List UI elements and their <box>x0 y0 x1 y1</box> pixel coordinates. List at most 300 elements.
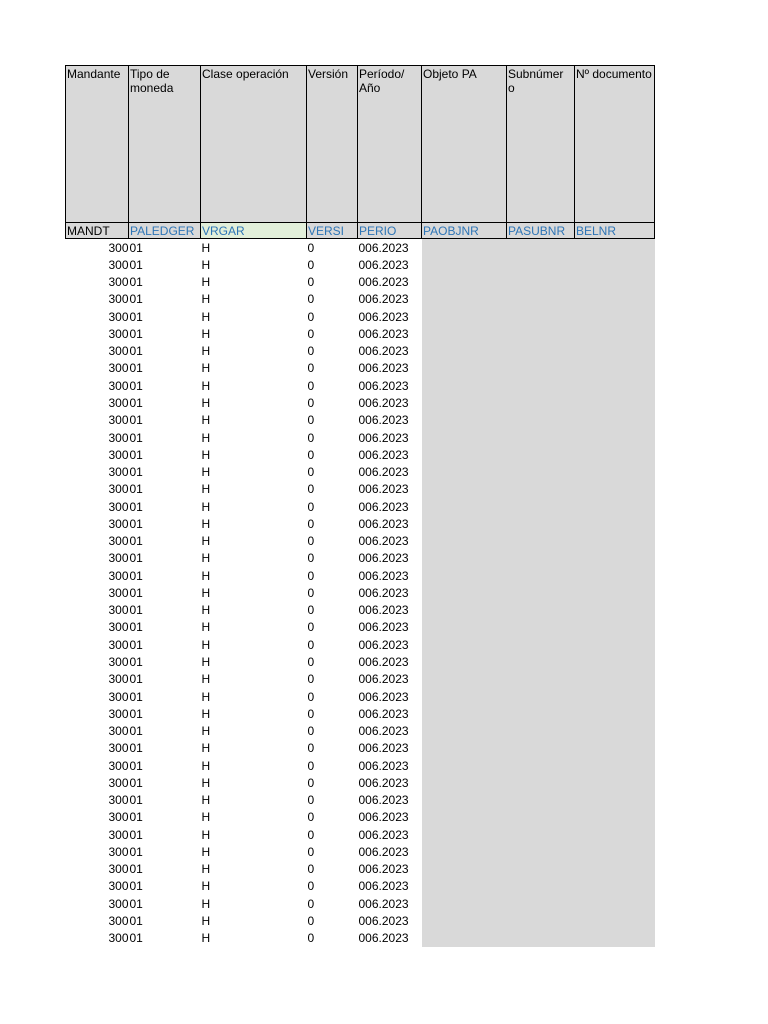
mandant-cell[interactable]: 300 <box>108 913 129 928</box>
currency-cell[interactable]: 01 <box>129 568 143 583</box>
mandant-cell[interactable]: 300 <box>108 637 129 652</box>
operation-class-cell[interactable]: H <box>201 620 211 635</box>
mandant-cell[interactable]: 300 <box>108 931 129 946</box>
empty-cell[interactable] <box>575 481 655 498</box>
mandant-cell[interactable]: 300 <box>108 482 129 497</box>
mandant-cell[interactable]: 300 <box>108 516 129 531</box>
currency-cell[interactable]: 01 <box>129 620 143 635</box>
empty-cell[interactable] <box>507 343 575 360</box>
empty-cell[interactable] <box>507 429 575 446</box>
mandant-cell[interactable]: 300 <box>108 240 129 255</box>
mandant-cell[interactable]: 300 <box>108 275 129 290</box>
empty-cell[interactable] <box>422 705 507 722</box>
period-cell[interactable]: 006.2023 <box>358 620 409 635</box>
version-cell[interactable]: 0 <box>307 793 315 808</box>
mandant-cell[interactable]: 300 <box>108 551 129 566</box>
empty-cell[interactable] <box>507 653 575 670</box>
tech-paledger[interactable]: PALEDGER <box>129 223 201 239</box>
empty-cell[interactable] <box>422 722 507 739</box>
operation-class-cell[interactable]: H <box>201 724 211 739</box>
operation-class-cell[interactable]: H <box>201 603 211 618</box>
version-cell[interactable]: 0 <box>307 447 315 462</box>
empty-cell[interactable] <box>575 446 655 463</box>
version-cell[interactable]: 0 <box>307 499 315 514</box>
empty-cell[interactable] <box>507 636 575 653</box>
currency-cell[interactable]: 01 <box>129 603 143 618</box>
empty-cell[interactable] <box>507 567 575 584</box>
version-cell[interactable]: 0 <box>307 257 315 272</box>
mandant-cell[interactable]: 300 <box>108 620 129 635</box>
period-cell[interactable]: 006.2023 <box>358 344 409 359</box>
operation-class-cell[interactable]: H <box>201 482 211 497</box>
operation-class-cell[interactable]: H <box>201 585 211 600</box>
header-version[interactable]: Versión <box>307 66 358 223</box>
mandant-cell[interactable]: 300 <box>108 309 129 324</box>
version-cell[interactable]: 0 <box>307 378 315 393</box>
empty-cell[interactable] <box>422 377 507 394</box>
empty-cell[interactable] <box>575 757 655 774</box>
operation-class-cell[interactable]: H <box>201 637 211 652</box>
operation-class-cell[interactable]: H <box>201 810 211 825</box>
empty-cell[interactable] <box>575 325 655 342</box>
version-cell[interactable]: 0 <box>307 879 315 894</box>
empty-cell[interactable] <box>507 705 575 722</box>
version-cell[interactable]: 0 <box>307 620 315 635</box>
version-cell[interactable]: 0 <box>307 827 315 842</box>
empty-cell[interactable] <box>422 360 507 377</box>
currency-cell[interactable]: 01 <box>129 689 143 704</box>
empty-cell[interactable] <box>507 308 575 325</box>
version-cell[interactable]: 0 <box>307 724 315 739</box>
empty-cell[interactable] <box>575 360 655 377</box>
currency-cell[interactable]: 01 <box>129 585 143 600</box>
empty-cell[interactable] <box>507 843 575 860</box>
currency-cell[interactable]: 01 <box>129 465 143 480</box>
currency-cell[interactable]: 01 <box>129 292 143 307</box>
empty-cell[interactable] <box>422 809 507 826</box>
currency-cell[interactable]: 01 <box>129 275 143 290</box>
empty-cell[interactable] <box>507 671 575 688</box>
currency-cell[interactable]: 01 <box>129 775 143 790</box>
operation-class-cell[interactable]: H <box>201 413 211 428</box>
operation-class-cell[interactable]: H <box>201 378 211 393</box>
empty-cell[interactable] <box>422 740 507 757</box>
header-periodo[interactable]: Período/ Año <box>358 66 422 223</box>
empty-cell[interactable] <box>575 722 655 739</box>
mandant-cell[interactable]: 300 <box>108 862 129 877</box>
period-cell[interactable]: 006.2023 <box>358 499 409 514</box>
period-cell[interactable]: 006.2023 <box>358 931 409 946</box>
version-cell[interactable]: 0 <box>307 551 315 566</box>
mandant-cell[interactable]: 300 <box>108 465 129 480</box>
empty-cell[interactable] <box>507 740 575 757</box>
version-cell[interactable]: 0 <box>307 292 315 307</box>
version-cell[interactable]: 0 <box>307 810 315 825</box>
empty-cell[interactable] <box>507 394 575 411</box>
operation-class-cell[interactable]: H <box>201 862 211 877</box>
header-subnumero[interactable]: Subnúmer o <box>507 66 575 223</box>
empty-cell[interactable] <box>422 394 507 411</box>
operation-class-cell[interactable]: H <box>201 793 211 808</box>
empty-cell[interactable] <box>422 446 507 463</box>
currency-cell[interactable]: 01 <box>129 344 143 359</box>
tech-perio[interactable]: PERIO <box>358 223 422 239</box>
mandant-cell[interactable]: 300 <box>108 292 129 307</box>
version-cell[interactable]: 0 <box>307 758 315 773</box>
version-cell[interactable]: 0 <box>307 741 315 756</box>
operation-class-cell[interactable]: H <box>201 551 211 566</box>
empty-cell[interactable] <box>507 619 575 636</box>
currency-cell[interactable]: 01 <box>129 516 143 531</box>
empty-cell[interactable] <box>422 567 507 584</box>
empty-cell[interactable] <box>575 653 655 670</box>
version-cell[interactable]: 0 <box>307 275 315 290</box>
mandant-cell[interactable]: 300 <box>108 396 129 411</box>
currency-cell[interactable]: 01 <box>129 326 143 341</box>
version-cell[interactable]: 0 <box>307 396 315 411</box>
empty-cell[interactable] <box>422 602 507 619</box>
operation-class-cell[interactable]: H <box>201 706 211 721</box>
empty-cell[interactable] <box>422 274 507 291</box>
mandant-cell[interactable]: 300 <box>108 534 129 549</box>
version-cell[interactable]: 0 <box>307 896 315 911</box>
tech-versi[interactable]: VERSI <box>307 223 358 239</box>
tech-pasubnr[interactable]: PASUBNR <box>507 223 575 239</box>
currency-cell[interactable]: 01 <box>129 827 143 842</box>
operation-class-cell[interactable]: H <box>201 534 211 549</box>
mandant-cell[interactable]: 300 <box>108 378 129 393</box>
empty-cell[interactable] <box>575 377 655 394</box>
currency-cell[interactable]: 01 <box>129 447 143 462</box>
version-cell[interactable]: 0 <box>307 516 315 531</box>
empty-cell[interactable] <box>507 291 575 308</box>
mandant-cell[interactable]: 300 <box>108 758 129 773</box>
empty-cell[interactable] <box>575 343 655 360</box>
period-cell[interactable]: 006.2023 <box>358 551 409 566</box>
currency-cell[interactable]: 01 <box>129 257 143 272</box>
operation-class-cell[interactable]: H <box>201 447 211 462</box>
period-cell[interactable]: 006.2023 <box>358 689 409 704</box>
version-cell[interactable]: 0 <box>307 844 315 859</box>
empty-cell[interactable] <box>422 291 507 308</box>
version-cell[interactable]: 0 <box>307 637 315 652</box>
empty-cell[interactable] <box>507 498 575 515</box>
period-cell[interactable]: 006.2023 <box>358 516 409 531</box>
empty-cell[interactable] <box>575 291 655 308</box>
empty-cell[interactable] <box>507 463 575 480</box>
period-cell[interactable]: 006.2023 <box>358 482 409 497</box>
empty-cell[interactable] <box>422 843 507 860</box>
operation-class-cell[interactable]: H <box>201 568 211 583</box>
empty-cell[interactable] <box>575 274 655 291</box>
empty-cell[interactable] <box>575 619 655 636</box>
operation-class-cell[interactable]: H <box>201 326 211 341</box>
mandant-cell[interactable]: 300 <box>108 672 129 687</box>
period-cell[interactable]: 006.2023 <box>358 741 409 756</box>
period-cell[interactable]: 006.2023 <box>358 534 409 549</box>
period-cell[interactable]: 006.2023 <box>358 568 409 583</box>
version-cell[interactable]: 0 <box>307 672 315 687</box>
operation-class-cell[interactable]: H <box>201 516 211 531</box>
mandant-cell[interactable]: 300 <box>108 499 129 514</box>
empty-cell[interactable] <box>422 653 507 670</box>
empty-cell[interactable] <box>575 912 655 929</box>
currency-cell[interactable]: 01 <box>129 430 143 445</box>
version-cell[interactable]: 0 <box>307 326 315 341</box>
version-cell[interactable]: 0 <box>307 585 315 600</box>
empty-cell[interactable] <box>422 878 507 895</box>
period-cell[interactable]: 006.2023 <box>358 706 409 721</box>
operation-class-cell[interactable]: H <box>201 689 211 704</box>
empty-cell[interactable] <box>575 515 655 532</box>
currency-cell[interactable]: 01 <box>129 361 143 376</box>
empty-cell[interactable] <box>422 308 507 325</box>
empty-cell[interactable] <box>575 256 655 273</box>
period-cell[interactable]: 006.2023 <box>358 275 409 290</box>
operation-class-cell[interactable]: H <box>201 827 211 842</box>
mandant-cell[interactable]: 300 <box>108 430 129 445</box>
mandant-cell[interactable]: 300 <box>108 827 129 842</box>
currency-cell[interactable]: 01 <box>129 672 143 687</box>
empty-cell[interactable] <box>507 688 575 705</box>
header-clase-operacion[interactable]: Clase operación <box>201 66 307 223</box>
period-cell[interactable]: 006.2023 <box>358 326 409 341</box>
empty-cell[interactable] <box>422 550 507 567</box>
mandant-cell[interactable]: 300 <box>108 741 129 756</box>
period-cell[interactable]: 006.2023 <box>358 827 409 842</box>
mandant-cell[interactable]: 300 <box>108 568 129 583</box>
currency-cell[interactable]: 01 <box>129 862 143 877</box>
currency-cell[interactable]: 01 <box>129 482 143 497</box>
empty-cell[interactable] <box>422 757 507 774</box>
mandant-cell[interactable]: 300 <box>108 257 129 272</box>
mandant-cell[interactable]: 300 <box>108 655 129 669</box>
period-cell[interactable]: 006.2023 <box>358 309 409 324</box>
empty-cell[interactable] <box>575 308 655 325</box>
header-objeto-pa[interactable]: Objeto PA <box>422 66 507 223</box>
period-cell[interactable]: 006.2023 <box>358 413 409 428</box>
period-cell[interactable]: 006.2023 <box>358 430 409 445</box>
tech-paobjnr[interactable]: PAOBJNR <box>422 223 507 239</box>
empty-cell[interactable] <box>422 481 507 498</box>
currency-cell[interactable]: 01 <box>129 240 143 255</box>
version-cell[interactable]: 0 <box>307 568 315 583</box>
version-cell[interactable]: 0 <box>307 603 315 618</box>
period-cell[interactable]: 006.2023 <box>358 257 409 272</box>
operation-class-cell[interactable]: H <box>201 758 211 773</box>
mandant-cell[interactable]: 300 <box>108 689 129 704</box>
empty-cell[interactable] <box>422 584 507 601</box>
version-cell[interactable]: 0 <box>307 689 315 704</box>
operation-class-cell[interactable]: H <box>201 361 211 376</box>
empty-cell[interactable] <box>422 533 507 550</box>
empty-cell[interactable] <box>575 239 655 257</box>
mandant-cell[interactable]: 300 <box>108 706 129 721</box>
currency-cell[interactable]: 01 <box>129 309 143 324</box>
empty-cell[interactable] <box>575 584 655 601</box>
period-cell[interactable]: 006.2023 <box>358 724 409 739</box>
empty-cell[interactable] <box>575 533 655 550</box>
empty-cell[interactable] <box>422 343 507 360</box>
empty-cell[interactable] <box>507 325 575 342</box>
empty-cell[interactable] <box>507 550 575 567</box>
currency-cell[interactable]: 01 <box>129 413 143 428</box>
empty-cell[interactable] <box>507 809 575 826</box>
currency-cell[interactable]: 01 <box>129 637 143 652</box>
empty-cell[interactable] <box>575 861 655 878</box>
empty-cell[interactable] <box>422 774 507 791</box>
operation-class-cell[interactable]: H <box>201 292 211 307</box>
currency-cell[interactable]: 01 <box>129 706 143 721</box>
mandant-cell[interactable]: 300 <box>108 844 129 859</box>
mandant-cell[interactable]: 300 <box>108 344 129 359</box>
version-cell[interactable]: 0 <box>307 361 315 376</box>
empty-cell[interactable] <box>507 446 575 463</box>
empty-cell[interactable] <box>575 567 655 584</box>
period-cell[interactable]: 006.2023 <box>358 292 409 307</box>
period-cell[interactable]: 006.2023 <box>358 240 409 255</box>
period-cell[interactable]: 006.2023 <box>358 758 409 773</box>
operation-class-cell[interactable]: H <box>201 396 211 411</box>
empty-cell[interactable] <box>422 688 507 705</box>
version-cell[interactable]: 0 <box>307 534 315 549</box>
empty-cell[interactable] <box>575 688 655 705</box>
period-cell[interactable]: 006.2023 <box>358 844 409 859</box>
version-cell[interactable]: 0 <box>307 309 315 324</box>
empty-cell[interactable] <box>575 671 655 688</box>
currency-cell[interactable]: 01 <box>129 793 143 808</box>
empty-cell[interactable] <box>575 930 655 947</box>
empty-cell[interactable] <box>507 722 575 739</box>
empty-cell[interactable] <box>575 412 655 429</box>
empty-cell[interactable] <box>507 912 575 929</box>
currency-cell[interactable]: 01 <box>129 810 143 825</box>
tech-vrgar[interactable]: VRGAR <box>201 223 307 239</box>
empty-cell[interactable] <box>507 515 575 532</box>
period-cell[interactable]: 006.2023 <box>358 862 409 877</box>
mandant-cell[interactable]: 300 <box>108 724 129 739</box>
currency-cell[interactable]: 01 <box>129 499 143 514</box>
empty-cell[interactable] <box>422 239 507 257</box>
empty-cell[interactable] <box>507 930 575 947</box>
currency-cell[interactable]: 01 <box>129 396 143 411</box>
empty-cell[interactable] <box>575 843 655 860</box>
empty-cell[interactable] <box>507 274 575 291</box>
currency-cell[interactable]: 01 <box>129 741 143 756</box>
period-cell[interactable]: 006.2023 <box>358 637 409 652</box>
version-cell[interactable]: 0 <box>307 655 315 669</box>
currency-cell[interactable]: 01 <box>129 551 143 566</box>
empty-cell[interactable] <box>507 602 575 619</box>
operation-class-cell[interactable]: H <box>201 655 211 669</box>
header-documento[interactable]: Nº documento <box>575 66 655 223</box>
operation-class-cell[interactable]: H <box>201 931 211 946</box>
mandant-cell[interactable]: 300 <box>108 326 129 341</box>
operation-class-cell[interactable]: H <box>201 344 211 359</box>
operation-class-cell[interactable]: H <box>201 913 211 928</box>
currency-cell[interactable]: 01 <box>129 844 143 859</box>
version-cell[interactable]: 0 <box>307 430 315 445</box>
currency-cell[interactable]: 01 <box>129 913 143 928</box>
period-cell[interactable]: 006.2023 <box>358 361 409 376</box>
empty-cell[interactable] <box>575 429 655 446</box>
operation-class-cell[interactable]: H <box>201 741 211 756</box>
period-cell[interactable]: 006.2023 <box>358 672 409 687</box>
currency-cell[interactable]: 01 <box>129 896 143 911</box>
period-cell[interactable]: 006.2023 <box>358 655 409 669</box>
empty-cell[interactable] <box>507 774 575 791</box>
operation-class-cell[interactable]: H <box>201 879 211 894</box>
empty-cell[interactable] <box>507 757 575 774</box>
operation-class-cell[interactable]: H <box>201 257 211 272</box>
operation-class-cell[interactable]: H <box>201 499 211 514</box>
period-cell[interactable]: 006.2023 <box>358 603 409 618</box>
operation-class-cell[interactable]: H <box>201 309 211 324</box>
operation-class-cell[interactable]: H <box>201 275 211 290</box>
empty-cell[interactable] <box>507 412 575 429</box>
empty-cell[interactable] <box>507 360 575 377</box>
period-cell[interactable]: 006.2023 <box>358 775 409 790</box>
operation-class-cell[interactable]: H <box>201 896 211 911</box>
empty-cell[interactable] <box>422 325 507 342</box>
period-cell[interactable]: 006.2023 <box>358 447 409 462</box>
empty-cell[interactable] <box>575 895 655 912</box>
version-cell[interactable]: 0 <box>307 482 315 497</box>
version-cell[interactable]: 0 <box>307 862 315 877</box>
empty-cell[interactable] <box>422 619 507 636</box>
tech-mandt[interactable]: MANDT <box>66 223 129 239</box>
mandant-cell[interactable]: 300 <box>108 585 129 600</box>
mandant-cell[interactable]: 300 <box>108 879 129 894</box>
version-cell[interactable]: 0 <box>307 465 315 480</box>
empty-cell[interactable] <box>507 895 575 912</box>
empty-cell[interactable] <box>507 878 575 895</box>
version-cell[interactable]: 0 <box>307 775 315 790</box>
mandant-cell[interactable]: 300 <box>108 775 129 790</box>
version-cell[interactable]: 0 <box>307 931 315 946</box>
period-cell[interactable]: 006.2023 <box>358 396 409 411</box>
currency-cell[interactable]: 01 <box>129 655 143 669</box>
empty-cell[interactable] <box>575 774 655 791</box>
mandant-cell[interactable]: 300 <box>108 810 129 825</box>
period-cell[interactable]: 006.2023 <box>358 879 409 894</box>
empty-cell[interactable] <box>507 861 575 878</box>
period-cell[interactable]: 006.2023 <box>358 378 409 393</box>
empty-cell[interactable] <box>507 377 575 394</box>
empty-cell[interactable] <box>507 256 575 273</box>
currency-cell[interactable]: 01 <box>129 534 143 549</box>
version-cell[interactable]: 0 <box>307 240 315 255</box>
mandant-cell[interactable]: 300 <box>108 361 129 376</box>
period-cell[interactable]: 006.2023 <box>358 896 409 911</box>
period-cell[interactable]: 006.2023 <box>358 465 409 480</box>
version-cell[interactable]: 0 <box>307 413 315 428</box>
empty-cell[interactable] <box>422 412 507 429</box>
period-cell[interactable]: 006.2023 <box>358 913 409 928</box>
operation-class-cell[interactable]: H <box>201 672 211 687</box>
empty-cell[interactable] <box>507 584 575 601</box>
empty-cell[interactable] <box>422 256 507 273</box>
period-cell[interactable]: 006.2023 <box>358 585 409 600</box>
currency-cell[interactable]: 01 <box>129 931 143 946</box>
operation-class-cell[interactable]: H <box>201 844 211 859</box>
mandant-cell[interactable]: 300 <box>108 413 129 428</box>
header-tipo-moneda[interactable]: Tipo de moneda <box>129 66 201 223</box>
version-cell[interactable]: 0 <box>307 706 315 721</box>
empty-cell[interactable] <box>422 895 507 912</box>
currency-cell[interactable]: 01 <box>129 378 143 393</box>
version-cell[interactable]: 0 <box>307 913 315 928</box>
